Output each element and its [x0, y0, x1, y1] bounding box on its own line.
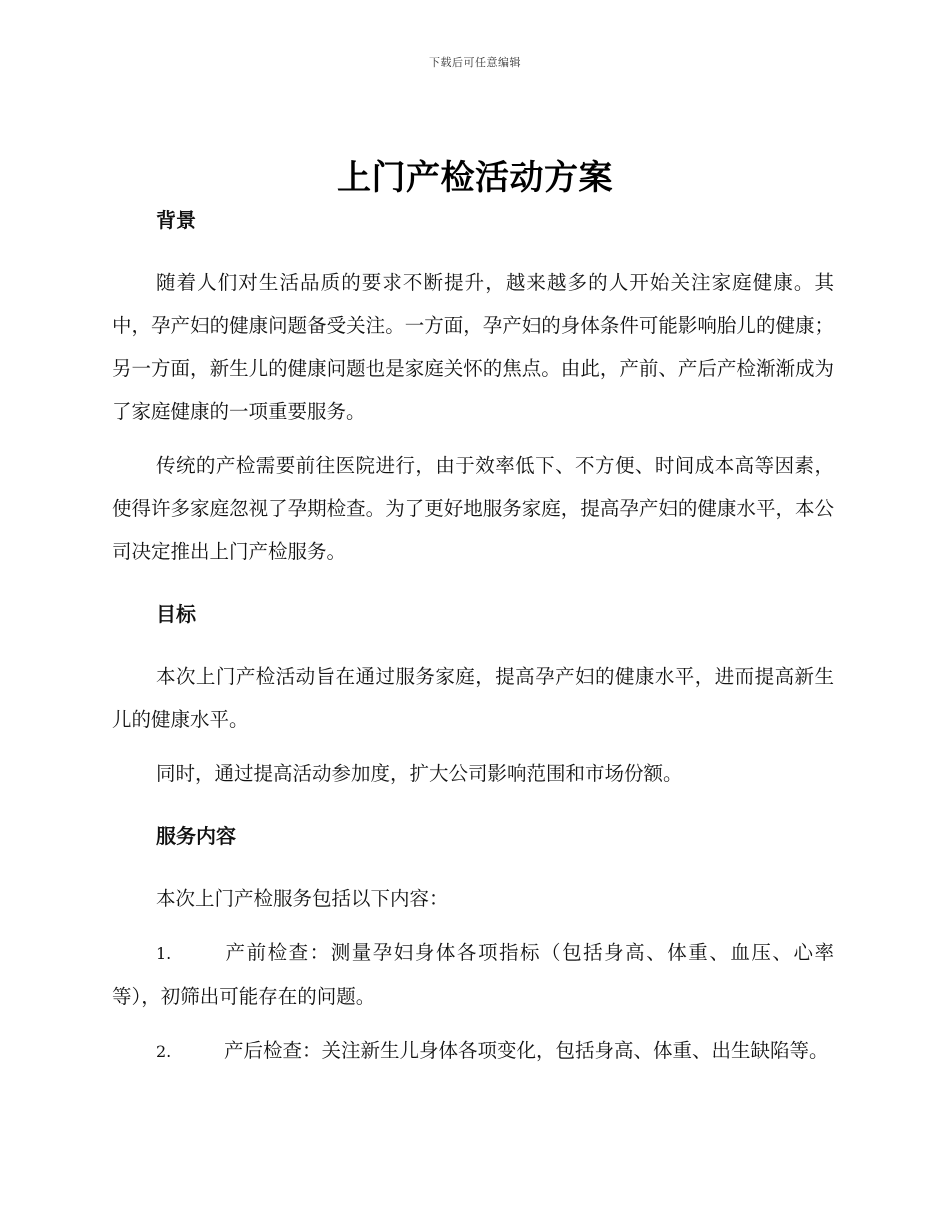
list-number: 1.: [156, 944, 172, 963]
list-item-text: 产前检查：测量孕妇身体各项指标（包括身高、体重、血压、心率等），初筛出可能存在的问题。: [112, 941, 834, 1008]
list-item-text: 产后检查：关注新生儿身体各项变化，包括身高、体重、出生缺陷等。: [224, 1039, 829, 1062]
list-number: 2.: [156, 1042, 172, 1061]
list-item: [112, 931, 834, 1018]
background-paragraph-1: 随着人们对生活品质的要求不断提升，越来越多的人开始关注家庭健康。其中，孕产妇的健康问题备受关注。一方面，孕产妇的身体条件可能影响胎儿的健康；另一方面，新生儿的健康问题也是家庭关怀的焦点。由此，产前、产后产检渐渐成为了家庭健康的一项重要服务。: [112, 271, 834, 423]
document-title: 上门产检活动方案: [337, 158, 613, 198]
section-heading-service: 服务内容: [156, 824, 236, 848]
section-heading-goal: 目标: [156, 602, 196, 626]
background-paragraph-2: 传统的产检需要前往医院进行，由于效率低下、不方便、时间成本高等因素，使得许多家庭忽视了孕期检查。为了更好地服务家庭，提高孕产妇的健康水平，本公司决定推出上门产检服务。: [112, 454, 834, 563]
document-body: [112, 205, 834, 1073]
list-item: [112, 1029, 834, 1073]
section-heading-background: 背景: [156, 208, 196, 232]
service-intro: 本次上门产检服务包括以下内容：: [156, 887, 449, 910]
header-note: 下载后可任意编辑: [429, 56, 521, 69]
goal-paragraph-2: 同时，通过提高活动参加度，扩大公司影响范围和市场份额。: [156, 762, 683, 785]
goal-paragraph-1: 本次上门产检活动旨在通过服务家庭，提高孕产妇的健康水平，进而提高新生儿的健康水平。: [112, 665, 834, 731]
